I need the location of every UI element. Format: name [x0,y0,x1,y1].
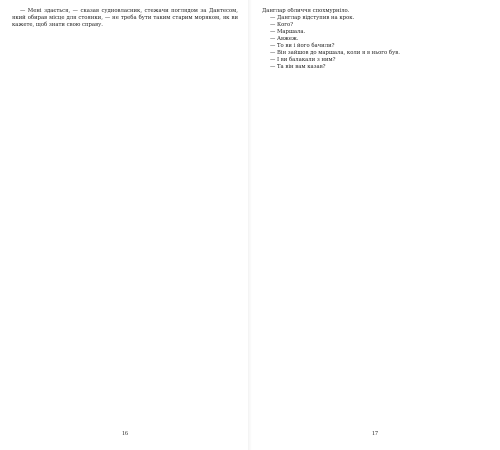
paragraph: — Данглар відступив на крок. [270,15,355,22]
paragraph: Данглар обличчя спохмурніло. [262,8,350,14]
paragraph: — Авжеж. [270,36,299,43]
paragraph: — То ви і його бачили? [270,43,335,50]
page-number: 17 [372,431,378,437]
right-page-text [262,8,488,71]
paragraph: — Мені здається, — сказав судновласник, стежачи поглядом за Дантесом, який обирав місце для стоянки, — не треба бути таким старим моряком, як ви кажете, щоб знати свою справу. [12,8,238,29]
book-gutter [248,0,252,450]
paragraph: — Кого? [270,22,294,29]
left-page-text [12,8,238,29]
right-page [262,8,488,440]
paragraph: — Та він вам казав? [270,64,326,71]
paragraph: — І ви балакали з ним? [270,57,336,64]
paragraph: — Він зайшов до маршала, коли я в нього був. [270,50,400,57]
page-number: 16 [122,431,128,437]
paragraph: — Маршала. [270,29,306,36]
left-page [12,8,238,440]
